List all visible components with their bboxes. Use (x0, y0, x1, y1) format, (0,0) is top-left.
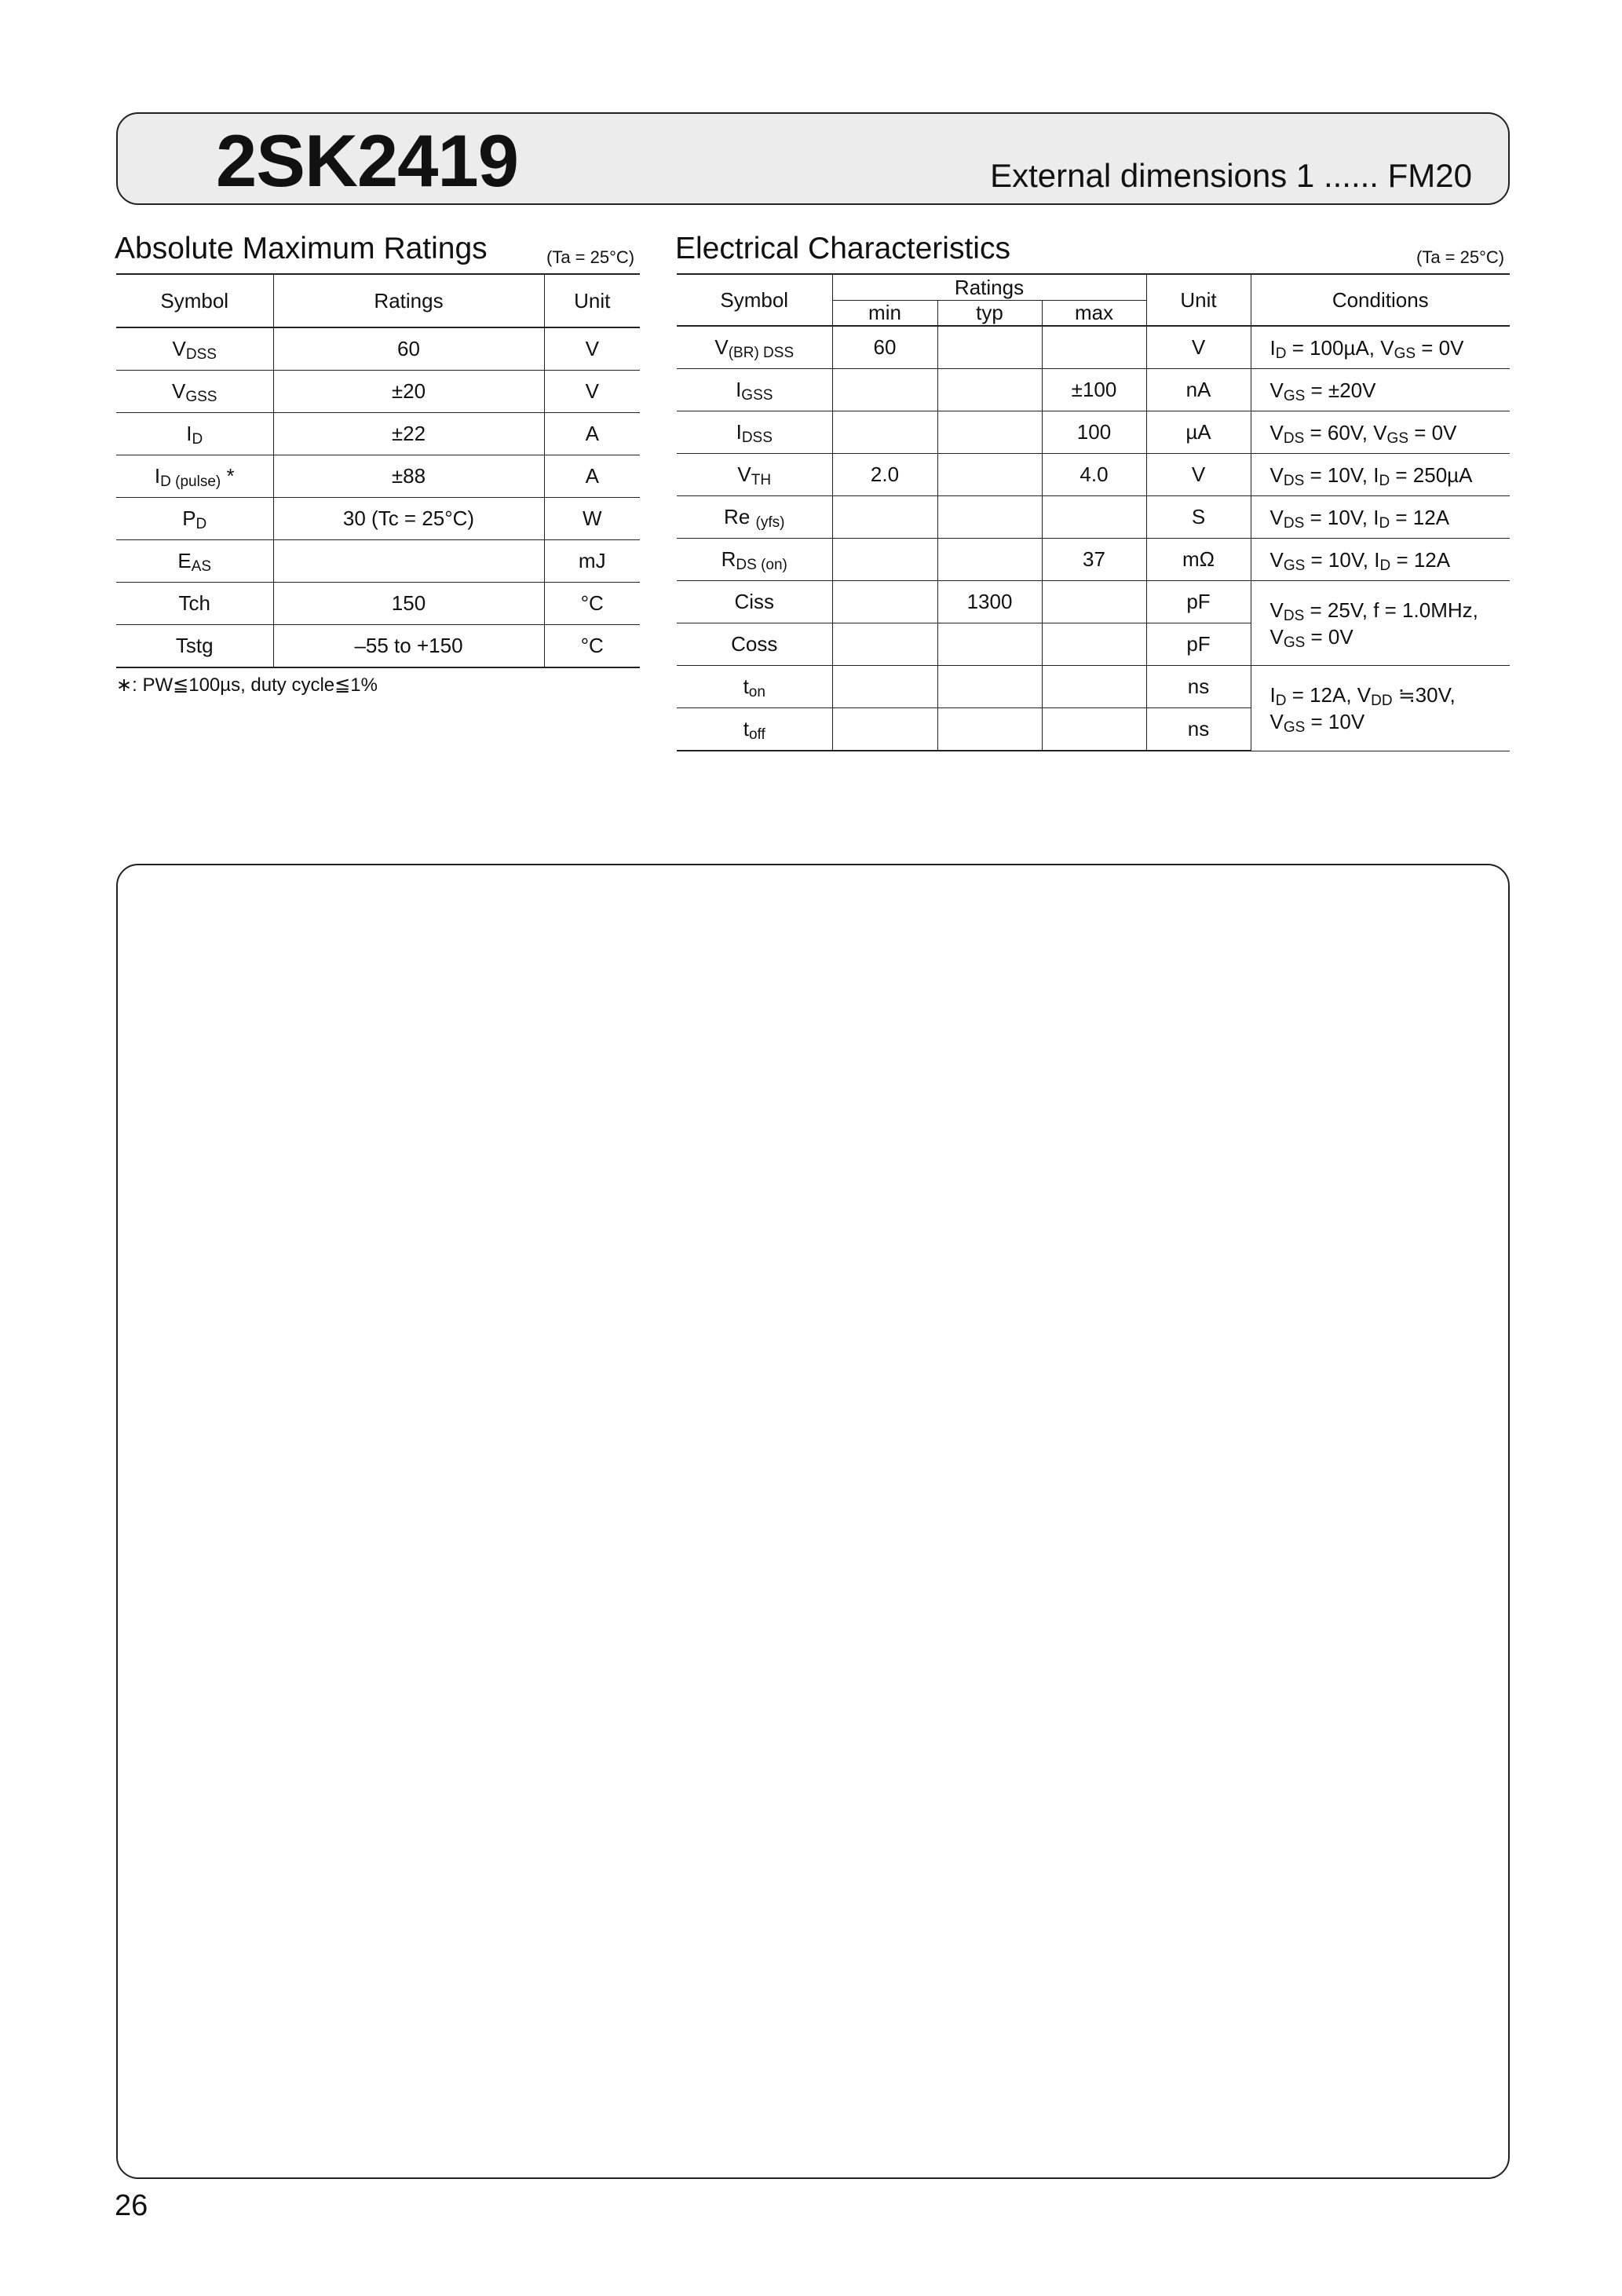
ec-title: Electrical Characteristics (675, 232, 1010, 265)
conditions-cell: $I_D = 100\mu A$, $V_{GS} = 0V$ (1251, 326, 1510, 369)
typ-cell (937, 539, 1042, 581)
symbol-cell: Tch (116, 583, 273, 625)
table-row (677, 539, 1510, 581)
table-row (677, 326, 1510, 369)
max-cell: 100 (1042, 411, 1146, 454)
min-cell (832, 411, 937, 454)
header-typ: typ (937, 301, 1042, 327)
unit-cell: pF (1146, 581, 1251, 623)
symbol-cell: Coss (677, 623, 832, 666)
unit-cell: V (544, 371, 640, 413)
symbol-cell: $E_{AS}$ (116, 540, 273, 583)
table-row (116, 327, 640, 371)
max-cell: 4.0 (1042, 454, 1146, 496)
min-cell (832, 369, 937, 411)
unit-cell: pF (1146, 623, 1251, 666)
unit-cell: mJ (544, 540, 640, 583)
symbol-cell: $R_{DS (on)}$ (677, 539, 832, 581)
symbol-cell: $V_{GSS}$ (116, 371, 273, 413)
amr-footnote: ∗: PW≦100µs, duty cycle≦1% (116, 675, 378, 696)
table-row (677, 581, 1510, 623)
rating-cell: ±22 (273, 413, 544, 455)
unit-cell: nA (1146, 369, 1251, 411)
min-cell (832, 539, 937, 581)
header-conditions: Conditions (1251, 274, 1510, 326)
table-row (116, 540, 640, 583)
typ-cell (937, 666, 1042, 708)
table-row (116, 371, 640, 413)
rating-cell: 150 (273, 583, 544, 625)
max-cell (1042, 708, 1146, 751)
table-row (677, 666, 1510, 708)
conditions-cell: $V_{DS} = 10V$, $I_D = 250\mu A$ (1251, 454, 1510, 496)
rating-cell: ±88 (273, 455, 544, 498)
header-ratings: Ratings (832, 274, 1146, 301)
header-ratings: Ratings (273, 274, 544, 327)
min-cell: 60 (832, 326, 937, 369)
unit-cell: S (1146, 496, 1251, 539)
ec-table (677, 273, 1510, 751)
max-cell (1042, 581, 1146, 623)
min-cell (832, 496, 937, 539)
header-max: max (1042, 301, 1146, 327)
table-row (116, 625, 640, 668)
unit-cell: V (1146, 454, 1251, 496)
symbol-cell: $V_{DSS}$ (116, 327, 273, 371)
symbol-cell: Tstg (116, 625, 273, 668)
amr-title: Absolute Maximum Ratings (115, 232, 488, 265)
external-dimensions: External dimensions 1 ...... FM20 (990, 157, 1472, 194)
table-row (677, 411, 1510, 454)
page-number: 26 (115, 2189, 148, 2222)
header-min: min (832, 301, 937, 327)
header-unit: Unit (544, 274, 640, 327)
unit-cell: W (544, 498, 640, 540)
max-cell (1042, 623, 1146, 666)
conditions-cell: $V_{DS} = 25V$, f = 1.0MHz, $V_{GS} = 0V$ (1251, 581, 1510, 666)
unit-cell: °C (544, 625, 640, 668)
min-cell: 2.0 (832, 454, 937, 496)
max-cell: 37 (1042, 539, 1146, 581)
typ-cell (937, 496, 1042, 539)
symbol-cell: Re $_{(yfs)}$ (677, 496, 832, 539)
rating-cell: 30 (Tc = 25°C) (273, 498, 544, 540)
conditions-cell: $V_{DS} = 60V$, $V_{GS} = 0V$ (1251, 411, 1510, 454)
typ-cell (937, 369, 1042, 411)
unit-cell: mΩ (1146, 539, 1251, 581)
amr-condition: (Ta = 25°C) (546, 247, 635, 267)
rating-cell (273, 540, 544, 583)
symbol-cell: $I_D$ (116, 413, 273, 455)
min-cell (832, 623, 937, 666)
symbol-cell: Ciss (677, 581, 832, 623)
table-row (116, 583, 640, 625)
rating-cell: 60 (273, 327, 544, 371)
amr-table (116, 273, 640, 668)
table-row (116, 498, 640, 540)
external-dimensions-drawing-box (116, 864, 1510, 2179)
symbol-cell: $V_{(BR) DSS}$ (677, 326, 832, 369)
table-row (677, 496, 1510, 539)
typ-cell (937, 708, 1042, 751)
header-symbol: Symbol (116, 274, 273, 327)
header-box (116, 112, 1510, 205)
unit-cell: µA (1146, 411, 1251, 454)
min-cell (832, 581, 937, 623)
typ-cell (937, 623, 1042, 666)
unit-cell: V (544, 327, 640, 371)
table-row (677, 369, 1510, 411)
max-cell: ±100 (1042, 369, 1146, 411)
header-symbol: Symbol (677, 274, 832, 326)
symbol-cell: $I_{GSS}$ (677, 369, 832, 411)
table-header-row (677, 274, 1510, 301)
min-cell (832, 666, 937, 708)
max-cell (1042, 326, 1146, 369)
ec-condition: (Ta = 25°C) (1416, 247, 1505, 267)
typ-cell (937, 326, 1042, 369)
min-cell (832, 708, 937, 751)
rating-cell: ±20 (273, 371, 544, 413)
symbol-cell: $I_{DSS}$ (677, 411, 832, 454)
symbol-cell: $I_{D (pulse)}$ * (116, 455, 273, 498)
conditions-cell: $I_D = 12A$, $V_{DD}$ ≒30V, $V_{GS} = 10V$ (1251, 666, 1510, 751)
symbol-cell: $t_{off}$ (677, 708, 832, 751)
part-number: 2SK2419 (216, 119, 518, 202)
unit-cell: °C (544, 583, 640, 625)
table-header-row (116, 274, 640, 327)
conditions-cell: $V_{DS} = 10V$, $I_D = 12A$ (1251, 496, 1510, 539)
unit-cell: A (544, 413, 640, 455)
max-cell (1042, 666, 1146, 708)
conditions-cell: $V_{GS} = 10V$, $I_D = 12A$ (1251, 539, 1510, 581)
typ-cell (937, 454, 1042, 496)
table-row (677, 454, 1510, 496)
header-unit: Unit (1146, 274, 1251, 326)
table-row (116, 413, 640, 455)
symbol-cell: $P_D$ (116, 498, 273, 540)
unit-cell: ns (1146, 666, 1251, 708)
rating-cell: –55 to +150 (273, 625, 544, 668)
conditions-cell: $V_{GS} = \pm 20V$ (1251, 369, 1510, 411)
unit-cell: ns (1146, 708, 1251, 751)
symbol-cell: $V_{TH}$ (677, 454, 832, 496)
unit-cell: V (1146, 326, 1251, 369)
symbol-cell: $t_{on}$ (677, 666, 832, 708)
table-row (116, 455, 640, 498)
unit-cell: A (544, 455, 640, 498)
typ-cell: 1300 (937, 581, 1042, 623)
max-cell (1042, 496, 1146, 539)
typ-cell (937, 411, 1042, 454)
